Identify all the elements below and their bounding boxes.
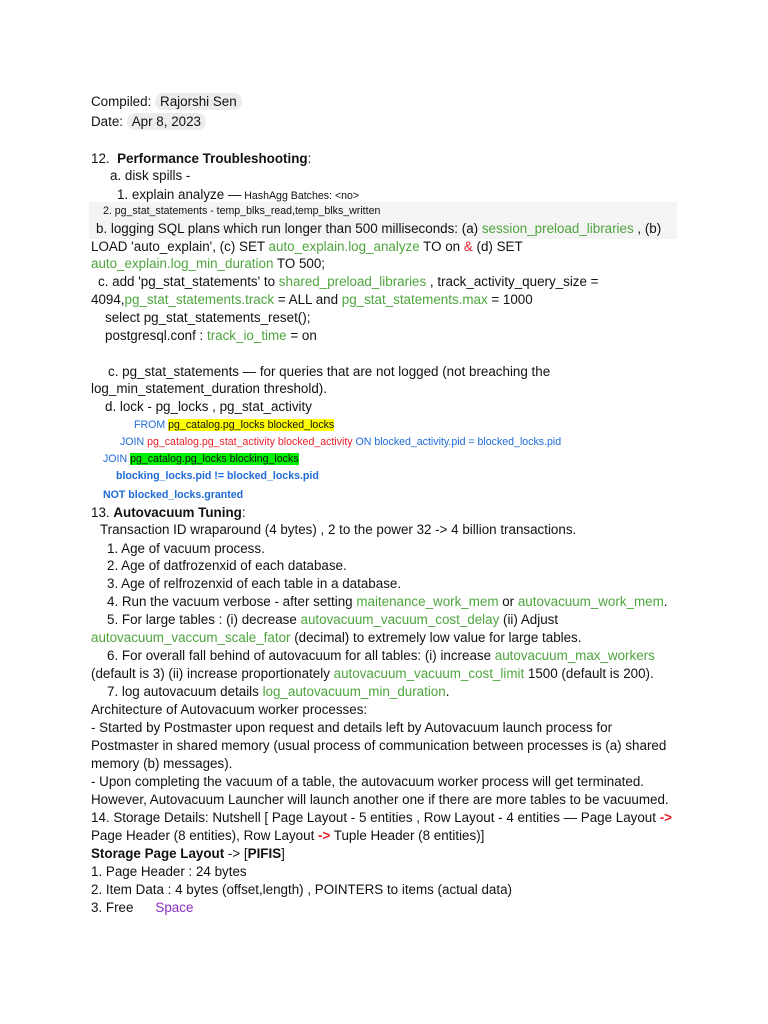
item-b-line1: b. logging SQL plans which run longer than 500 milliseconds: (a) session_preload_libraries , (b) [96, 221, 662, 236]
page-header-line: 1. Page Header : 24 bytes [91, 864, 247, 879]
txid-line: Transaction ID wraparound (4 bytes) , 2 to the power 32 -> 4 billion transactions. [100, 522, 577, 537]
date-chip[interactable]: Apr 8, 2023 [127, 113, 206, 130]
arch-para1-line3: memory (b) messages). [91, 756, 233, 771]
sql-not-granted-line: NOT blocked_locks.granted [103, 489, 244, 501]
item-13-2: 2. Age of datfrozenxid of each database. [107, 558, 347, 573]
item-a: a. disk spills - [110, 168, 191, 183]
reset-line: select pg_stat_statements_reset(); [105, 310, 311, 325]
compiled-label: Compiled: [91, 94, 152, 109]
section-12-heading: 12. Performance Troubleshooting: [91, 151, 312, 166]
item-c-line1: c. add 'pg_stat_statements' to shared_preload_libraries , track_activity_query_size = [98, 274, 599, 289]
sql-join-blocking-line: JOIN pg_catalog.pg_locks blocking_locks [103, 453, 299, 465]
item-b-line3: auto_explain.log_min_duration TO 500; [91, 256, 326, 271]
arch-para1-line2: Postmaster in shared memory (usual process of communication between processes is (a) shared [91, 738, 667, 753]
sql-condition-line: blocking_locks.pid != blocked_locks.pid [116, 470, 319, 482]
item-13-6-line2: (default is 3) (ii) increase proportionately autovacuum_vacuum_cost_limit 1500 (default is 200). [91, 666, 654, 681]
item-c-line2: 4094,pg_stat_statements.track = ALL and pg_stat_statements.max = 1000 [91, 292, 533, 307]
item-data-line: 2. Item Data : 4 bytes (offset,length) , POINTERS to items (actual data) [91, 882, 512, 897]
item-d: d. lock - pg_locks , pg_stat_activity [105, 399, 312, 414]
conf-line: postgresql.conf : track_io_time = on [105, 328, 317, 343]
item-b-line2: LOAD 'auto_explain', (c) SET auto_explain.log_analyze TO on & (d) SET [91, 239, 523, 254]
date-line [91, 113, 206, 131]
item-13-1: 1. Age of vacuum process. [107, 541, 265, 556]
item-13-5-line1: 5. For large tables : (i) decrease autovacuum_vacuum_cost_delay (ii) Adjust [107, 612, 559, 627]
item-13-5-line2: autovacuum_vaccum_scale_fator (decimal) to extremely low value for large tables. [91, 630, 582, 645]
arch-para2-line2: However, Autovacuum Launcher will launch another one if there are more tables to be vacuumed. [91, 792, 669, 807]
date-label: Date: [91, 114, 124, 129]
item-13-3: 3. Age of relfrozenxid of each table in a database. [107, 576, 402, 591]
section-13-heading: 13. Autovacuum Tuning: [91, 505, 246, 520]
sql-join-activity-line: JOIN pg_catalog.pg_stat_activity blocked_activity ON blocked_activity.pid = blocked_locks.pid [120, 436, 562, 448]
item-13-4: 4. Run the vacuum verbose - after setting maitenance_work_mem or autovacuum_work_mem. [107, 594, 668, 609]
sql-from-line: FROM pg_catalog.pg_locks blocked_locks [134, 419, 335, 431]
free-space-line: 3. Free Space [91, 900, 194, 915]
architecture-heading: Architecture of Autovacuum worker processes: [91, 702, 368, 717]
item-13-6-line1: 6. For overall fall behind of autovacuum for all tables: (i) increase autovacuum_max_workers [107, 648, 655, 663]
arch-para1-line1: - Started by Postmaster upon request and details left by Autovacuum launch process for [91, 720, 613, 735]
section-14-line1: 14. Storage Details: Nutshell [ Page Layout - 5 entities , Row Layout - 4 entities — Page Layout -> [91, 810, 672, 825]
item-a1: 1. explain analyze — HashAgg Batches: <no> [117, 187, 360, 202]
item-c3-line1: c. pg_stat_statements — for queries that are not logged (not breaching the [108, 364, 551, 379]
item-13-7: 7. log autovacuum details log_autovacuum_min_duration. [107, 684, 450, 699]
item-a2: 2. pg_stat_statements - temp_blks_read,temp_blks_written [103, 205, 381, 217]
compiled-line [91, 93, 242, 111]
storage-page-layout-heading: Storage Page Layout -> [PIFIS] [91, 846, 285, 861]
item-c3-line2: log_min_statement_duration threshold). [91, 381, 327, 396]
section-14-line2: Page Header (8 entities), Row Layout -> Tuple Header (8 entities)] [91, 828, 485, 843]
compiled-name-chip[interactable]: Rajorshi Sen [155, 93, 242, 110]
arch-para2-line1: - Upon completing the vacuum of a table, the autovacuum worker process will get terminated. [91, 774, 645, 789]
